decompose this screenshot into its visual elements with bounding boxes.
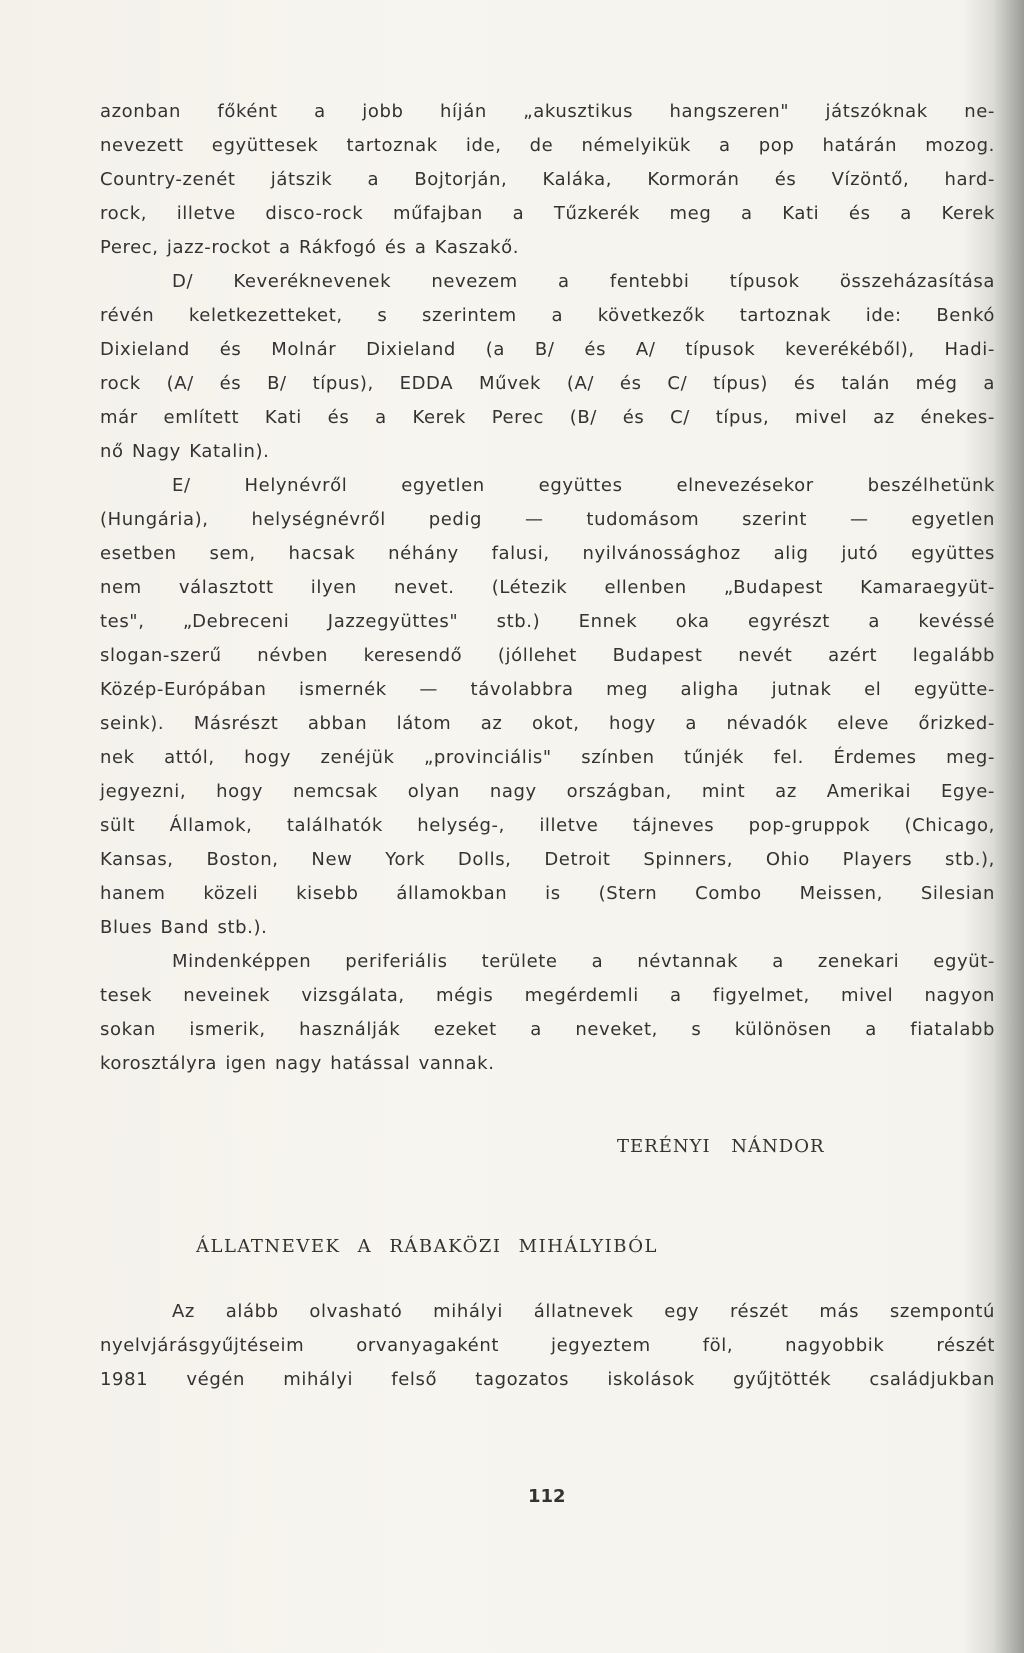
text-line: nem választott ilyen nevet. (Létezik ellenben „Budapest Kamaraegyüt- bbox=[100, 577, 995, 598]
text-line: esetben sem, hacsak néhány falusi, nyilvánossághoz alig jutó együttes bbox=[100, 543, 995, 564]
text-line: hanem közeli kisebb államokban is (Stern Combo Meissen, Silesian bbox=[100, 883, 995, 904]
text-line: jegyezni, hogy nemcsak olyan nagy országban, mint az Amerikai Egye- bbox=[100, 781, 995, 802]
text-line: Közép-Európában ismernék — távolabbra meg aligha jutnak el együtte- bbox=[100, 679, 995, 700]
paragraph-d-start: D/ Keveréknevenek nevezem a fentebbi típusok összeházasítása bbox=[172, 271, 995, 292]
text-line: nevezett együttesek tartoznak ide, de némelyikük a pop határán mozog. bbox=[100, 135, 995, 156]
text-line: tes", „Debreceni Jazzegyüttes" stb.) Ennek oka egyrészt a kevéssé bbox=[100, 611, 995, 632]
text-line: (Hungária), helységnévről pedig — tudomásom szerint — egyetlen bbox=[100, 509, 995, 530]
text-line: nő Nagy Katalin). bbox=[100, 441, 270, 462]
text-line: Dixieland és Molnár Dixieland (a B/ és A/ típusok keverékéből), Hadi- bbox=[100, 339, 995, 360]
text-line: nyelvjárásgyűjtéseim orvanyagaként jegyeztem föl, nagyobbik részét bbox=[100, 1335, 995, 1356]
text-line: nek attól, hogy zenéjük „provinciális" színben tűnjék fel. Érdemes meg- bbox=[100, 747, 995, 768]
text-line: Az alább olvasható mihályi állatnevek egy részét más szempontú bbox=[172, 1301, 995, 1322]
text-line: Kansas, Boston, New York Dolls, Detroit Spinners, Ohio Players stb.), bbox=[100, 849, 995, 870]
text-line: már említett Kati és a Kerek Perec (B/ és C/ típus, mivel az énekes- bbox=[100, 407, 995, 428]
text-line: sült Államok, találhatók helység-, illetve tájneves pop-gruppok (Chicago, bbox=[100, 815, 995, 836]
text-line: rock (A/ és B/ típus), EDDA Művek (A/ és C/ típus) és talán még a bbox=[100, 373, 995, 394]
page-number: 112 bbox=[528, 1486, 566, 1507]
text-line: seink). Másrészt abban látom az okot, hogy a névadók eleve őrizked- bbox=[100, 713, 995, 734]
text-line: révén keletkezetteket, s szerintem a következők tartoznak ide: Benkó bbox=[100, 305, 995, 326]
text-line: tesek neveinek vizsgálata, mégis megérdemli a figyelmet, mivel nagyon bbox=[100, 985, 995, 1006]
paragraph-final-start: Mindenképpen periferiális területe a névtannak a zenekari együt- bbox=[172, 951, 995, 972]
text-line: Country-zenét játszik a Bojtorján, Kaláka, Kormorán és Vízöntő, hard- bbox=[100, 169, 995, 190]
text-line: sokan ismerik, használják ezeket a neveket, s különösen a fiatalabb bbox=[100, 1019, 995, 1040]
text-line: 1981 végén mihályi felső tagozatos iskolások gyűjtötték családjukban bbox=[100, 1369, 995, 1390]
text-line: rock, illetve disco-rock műfajban a Tűzkerék meg a Kati és a Kerek bbox=[100, 203, 995, 224]
author-signature: TERÉNYI NÁNDOR bbox=[617, 1136, 825, 1157]
text-line: Perec, jazz-rockot a Rákfogó és a Kaszakő. bbox=[100, 237, 520, 258]
section-title: ÁLLATNEVEK A RÁBAKÖZI MIHÁLYIBÓL bbox=[196, 1236, 658, 1257]
paragraph-e-start: E/ Helynévről egyetlen együttes elnevezésekor beszélhetünk bbox=[172, 475, 995, 496]
text-line: azonban főként a jobb híján „akusztikus hangszeren" játszóknak ne- bbox=[100, 101, 995, 122]
text-line: Blues Band stb.). bbox=[100, 917, 268, 938]
text-line: korosztályra igen nagy hatással vannak. bbox=[100, 1053, 495, 1074]
text-line: slogan-szerű névben keresendő (jóllehet Budapest nevét azért legalább bbox=[100, 645, 995, 666]
